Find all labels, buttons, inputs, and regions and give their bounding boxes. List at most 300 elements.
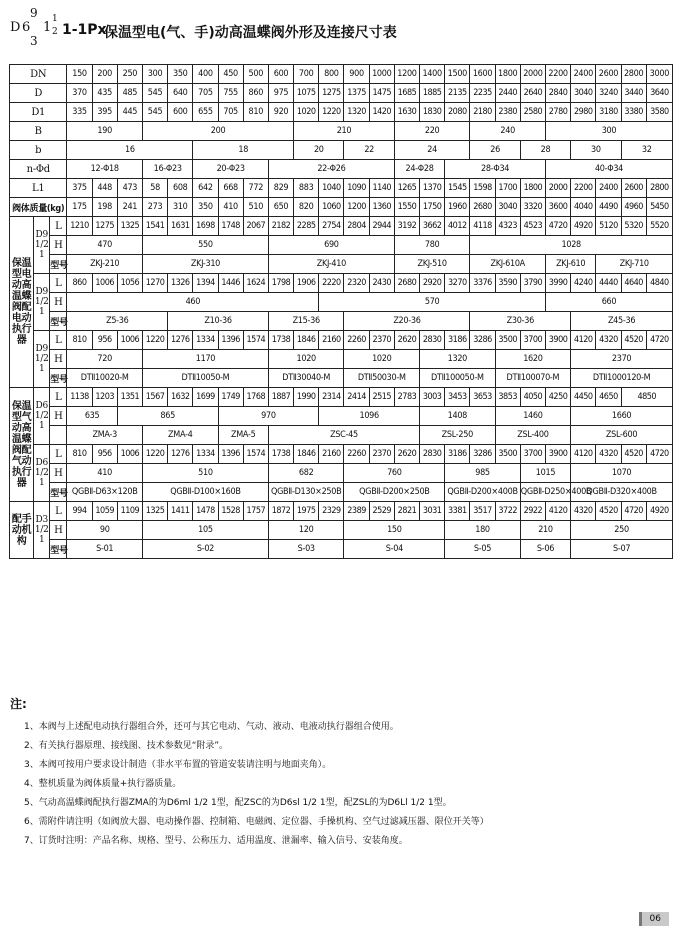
l-cell: 1887: [268, 388, 293, 407]
h-cell: 410: [67, 464, 143, 483]
d1-cell: 1830: [420, 103, 445, 122]
d-cell: 485: [117, 84, 142, 103]
l-cell: 2830: [420, 445, 445, 464]
l-cell: 2329: [319, 502, 344, 521]
b-lower-row: [10, 141, 673, 160]
h-cell: 570: [319, 293, 546, 312]
l-cell: 1846: [294, 331, 319, 350]
l-cell: 2414: [344, 388, 369, 407]
l-cell: 1270: [142, 274, 167, 293]
page-title: 保温型电(气、手)动高温蝶阀外形及连接尺寸表: [104, 25, 397, 41]
h-cell: 970: [218, 407, 319, 426]
l-cell: 4240: [571, 274, 596, 293]
b-lower-cell: 28: [520, 141, 570, 160]
l1-cell: 1598: [470, 179, 495, 198]
l-cell: 4520: [596, 502, 621, 521]
model-cell: DTⅡ30040-M: [268, 369, 344, 388]
l1-cell: 1370: [420, 179, 445, 198]
model-cell: S-07: [571, 540, 673, 559]
h-cell: 1070: [571, 464, 673, 483]
l-cell: 4520: [621, 331, 646, 350]
l-cell: 2620: [394, 331, 419, 350]
model-label: 型号: [50, 540, 67, 559]
l-cell: 1699: [193, 388, 218, 407]
b-upper-cell: 210: [294, 122, 395, 141]
l-cell: 3270: [445, 274, 470, 293]
d-cell: 3240: [596, 84, 621, 103]
dn-cell: 1400: [420, 65, 445, 84]
d-cell: 1885: [420, 84, 445, 103]
d1-cell: 2380: [495, 103, 520, 122]
l-cell: 3700: [520, 331, 545, 350]
spec-table: [9, 64, 673, 559]
l1-cell: 829: [268, 179, 293, 198]
l1-cell: 642: [193, 179, 218, 198]
l-cell: 1872: [268, 502, 293, 521]
l-label: L: [50, 331, 67, 350]
dn-cell: 1200: [394, 65, 419, 84]
l-cell: 3517: [470, 502, 495, 521]
h-cell: 682: [268, 464, 344, 483]
l-cell: 1276: [168, 445, 193, 464]
mass-cell: 4960: [621, 198, 646, 217]
model-cell: ZKJ-710: [596, 255, 673, 274]
l-cell: 1567: [142, 388, 167, 407]
d-cell: 435: [92, 84, 117, 103]
h-cell: 105: [142, 521, 268, 540]
l-cell: 3853: [495, 388, 520, 407]
notes-list: [10, 718, 670, 851]
d1-cell: 3580: [646, 103, 672, 122]
b-lower-cell: 26: [470, 141, 520, 160]
mass-cell: 350: [193, 198, 218, 217]
dn-cell: 450: [218, 65, 243, 84]
model-cell: ZKJ-410: [268, 255, 394, 274]
dn-cell: 2400: [571, 65, 596, 84]
dn-cell: 300: [142, 65, 167, 84]
manual-d3-sublabel: D3 1/2 1: [34, 502, 50, 559]
note-item: 3、本阀可按用户要求设计制造（非水平布置的管道安装请注明与地面夹角）。: [24, 760, 332, 770]
d-cell: 2440: [495, 84, 520, 103]
d1-cell: 3180: [596, 103, 621, 122]
l-cell: 1006: [117, 445, 142, 464]
h-cell: 1028: [470, 236, 673, 255]
model-cell: ZMA-5: [218, 426, 268, 445]
h-cell: 1096: [319, 407, 420, 426]
l-cell: 1632: [168, 388, 193, 407]
title-block: [10, 6, 670, 48]
l-cell: 1138: [67, 388, 92, 407]
dn-cell: 1000: [369, 65, 394, 84]
l-cell: 1541: [142, 217, 167, 236]
l1-cell: 1700: [495, 179, 520, 198]
d1-cell: 1320: [344, 103, 369, 122]
l-cell: 1798: [268, 274, 293, 293]
l-cell: 4440: [596, 274, 621, 293]
d1-row: [10, 103, 673, 122]
d1-cell: 1220: [319, 103, 344, 122]
b-lower-cell: 20: [294, 141, 344, 160]
pneumatic-d6b-h-row: [10, 464, 673, 483]
dn-cell: 2800: [621, 65, 646, 84]
model-cell: QGBⅡ-D320×400B: [571, 483, 673, 502]
l-cell: 3722: [495, 502, 520, 521]
b-upper-cell: 200: [142, 122, 293, 141]
l-cell: 4720: [545, 217, 570, 236]
l-label: L: [50, 217, 67, 236]
holes-cell: 24-Φ28: [394, 160, 444, 179]
b-upper-cell: 190: [67, 122, 143, 141]
l-cell: 3186: [445, 445, 470, 464]
model-cell: S-06: [520, 540, 570, 559]
model-cell: QGBⅡ-D130×250B: [268, 483, 344, 502]
d-cell: 1685: [394, 84, 419, 103]
note-item: 7、订货时注明：产品名称、规格、型号、公称压力、适用温度、泄漏率、输入信号、安装角度。: [24, 836, 408, 846]
l-cell: 3192: [394, 217, 419, 236]
note-item: 1、本阀与上述配电动执行器组合外，还可与其它电动、气动、液动、电液动执行器组合使用。: [24, 722, 399, 732]
mass-cell: 1550: [394, 198, 419, 217]
dn-cell: 250: [117, 65, 142, 84]
l-cell: 2515: [369, 388, 394, 407]
mass-cell: 3040: [495, 198, 520, 217]
l-cell: 4520: [621, 445, 646, 464]
l-cell: 956: [92, 331, 117, 350]
l-cell: 810: [67, 331, 92, 350]
l-cell: 1624: [243, 274, 268, 293]
l-cell: 4920: [646, 502, 672, 521]
l-cell: 2944: [369, 217, 394, 236]
d1-cell: 545: [142, 103, 167, 122]
l-cell: 2182: [268, 217, 293, 236]
l-cell: 1059: [92, 502, 117, 521]
h-cell: 250: [571, 521, 673, 540]
mass-cell: 310: [168, 198, 193, 217]
l-cell: 1006: [117, 331, 142, 350]
l-cell: 4720: [646, 445, 672, 464]
model-label: 型号: [50, 483, 67, 502]
notes-title: 注:: [10, 697, 27, 711]
dn-cell: 2200: [545, 65, 570, 84]
l-cell: 3900: [545, 331, 570, 350]
l-cell: 4320: [571, 502, 596, 521]
h-cell: 1170: [142, 350, 268, 369]
l1-cell: 448: [92, 179, 117, 198]
d-cell: 545: [142, 84, 167, 103]
mass-cell: 198: [92, 198, 117, 217]
l-cell: 3900: [545, 445, 570, 464]
l-cell: 1738: [268, 445, 293, 464]
d-cell: 755: [218, 84, 243, 103]
h-cell: 1015: [520, 464, 570, 483]
electric-d9b-h-row: [10, 293, 673, 312]
l1-cell: 883: [294, 179, 319, 198]
electric-d9b-l-row: [10, 274, 673, 293]
mass-cell: 1960: [445, 198, 470, 217]
l-cell: 1574: [243, 445, 268, 464]
b-lower-cell: 24: [394, 141, 470, 160]
mass-cell: 410: [218, 198, 243, 217]
mass-cell: 1200: [344, 198, 369, 217]
l-cell: 1220: [142, 331, 167, 350]
dn-cell: 600: [268, 65, 293, 84]
h-cell: 180: [445, 521, 521, 540]
l-cell: 1846: [294, 445, 319, 464]
l-cell: 1757: [243, 502, 268, 521]
h-cell: 780: [394, 236, 470, 255]
l-cell: 3500: [495, 331, 520, 350]
model-cell: DTⅡ100050-M: [420, 369, 496, 388]
holes-label: n-Φd: [10, 160, 67, 179]
mass-cell: 3600: [545, 198, 570, 217]
l1-cell: 2600: [621, 179, 646, 198]
l-cell: 4320: [596, 445, 621, 464]
model-cell: Z45-36: [571, 312, 673, 331]
dn-cell: 1600: [470, 65, 495, 84]
l-cell: 4012: [445, 217, 470, 236]
model-cell: QGBⅡ-D200×400B: [445, 483, 521, 502]
d-cell: 3440: [621, 84, 646, 103]
manual-d3-l-row: [10, 502, 673, 521]
h-cell: 2370: [571, 350, 673, 369]
manual-d3-h-row: [10, 521, 673, 540]
electric-d9c-h-row: [10, 350, 673, 369]
d-cell: 370: [67, 84, 92, 103]
code-half-top: 1: [52, 14, 58, 24]
l-cell: 2922: [520, 502, 545, 521]
l-label: L: [50, 274, 67, 293]
l1-label: L1: [10, 179, 67, 198]
model-cell: QGBⅡ-D100×160B: [142, 483, 268, 502]
l-cell: 2370: [369, 445, 394, 464]
l-cell: 3381: [445, 502, 470, 521]
manual-d3-model-row: [10, 540, 673, 559]
code-1: 1: [43, 20, 52, 35]
h-cell: 210: [520, 521, 570, 540]
dn-label: DN: [10, 65, 67, 84]
l-cell: 1325: [117, 217, 142, 236]
h-cell: 720: [67, 350, 143, 369]
l-cell: 3003: [420, 388, 445, 407]
pneumatic-d6-model-row: [10, 426, 673, 445]
model-label: 型号: [50, 312, 67, 331]
mass-cell: 820: [294, 198, 319, 217]
b-upper-cell: 240: [470, 122, 546, 141]
l-cell: 1334: [193, 331, 218, 350]
l1-row: [10, 179, 673, 198]
mass-cell: 3320: [520, 198, 545, 217]
d-cell: 3040: [571, 84, 596, 103]
d-label: D: [10, 84, 67, 103]
model-cell: Z30-36: [470, 312, 571, 331]
dn-cell: 150: [67, 65, 92, 84]
model-cell: S-03: [268, 540, 344, 559]
l1-cell: 608: [168, 179, 193, 198]
notes-section: [10, 695, 670, 851]
l1-cell: 2400: [596, 179, 621, 198]
b-lower-cell: 22: [344, 141, 394, 160]
l-cell: 3286: [470, 331, 495, 350]
dn-cell: 1500: [445, 65, 470, 84]
l-cell: 1698: [193, 217, 218, 236]
l1-cell: 668: [218, 179, 243, 198]
l-cell: 2804: [344, 217, 369, 236]
l-cell: 2285: [294, 217, 319, 236]
l-cell: 1220: [142, 445, 167, 464]
l1-cell: 1140: [369, 179, 394, 198]
l1-cell: 1040: [319, 179, 344, 198]
l-cell: 4050: [520, 388, 545, 407]
d-cell: 3640: [646, 84, 672, 103]
l-cell: 4720: [621, 502, 646, 521]
dn-cell: 500: [243, 65, 268, 84]
mass-cell: 273: [142, 198, 167, 217]
l-cell: 1275: [92, 217, 117, 236]
mass-cell: 510: [243, 198, 268, 217]
electric-d9-sublabel: D9 1/2 1: [34, 217, 50, 274]
d1-cell: 3380: [621, 103, 646, 122]
code-d: D: [10, 20, 21, 35]
model-cell: QGBⅡ-D200×250B: [344, 483, 445, 502]
l-cell: 1109: [117, 502, 142, 521]
model-cell: ZSC-45: [268, 426, 419, 445]
h-cell: 1660: [571, 407, 673, 426]
d1-cell: 335: [67, 103, 92, 122]
d1-cell: 2780: [545, 103, 570, 122]
mass-row: [10, 198, 673, 217]
l-cell: 4120: [571, 331, 596, 350]
holes-cell: 22-Φ26: [268, 160, 394, 179]
dn-cell: 1800: [495, 65, 520, 84]
l-cell: 4920: [571, 217, 596, 236]
l-cell: 1478: [193, 502, 218, 521]
b-upper-row: [10, 122, 673, 141]
d1-cell: 2180: [470, 103, 495, 122]
h-cell: 635: [67, 407, 117, 426]
h-label: H: [50, 236, 67, 255]
l-cell: 5520: [646, 217, 672, 236]
l-cell: 5120: [596, 217, 621, 236]
l1-cell: 1265: [394, 179, 419, 198]
mass-cell: 2680: [470, 198, 495, 217]
h-cell: 1620: [495, 350, 571, 369]
mass-cell: 1360: [369, 198, 394, 217]
h-cell: 90: [67, 521, 143, 540]
h-label: H: [50, 464, 67, 483]
model-cell: ZKJ-310: [142, 255, 268, 274]
h-label: H: [50, 521, 67, 540]
l-label: L: [50, 388, 67, 407]
l-cell: 2220: [319, 274, 344, 293]
l-cell: 1631: [168, 217, 193, 236]
d-cell: 2235: [470, 84, 495, 103]
mass-cell: 1060: [319, 198, 344, 217]
l-cell: 956: [92, 445, 117, 464]
l1-cell: 1800: [520, 179, 545, 198]
l-cell: 3453: [445, 388, 470, 407]
electric-group-label: 保温型电动高温蝶阀配电动执行器: [10, 217, 34, 388]
l-cell: 2389: [344, 502, 369, 521]
b-lower-cell: 32: [621, 141, 672, 160]
model-cell: S-05: [445, 540, 521, 559]
model-label: [50, 426, 67, 445]
dn-cell: 2000: [520, 65, 545, 84]
l-cell: 2821: [394, 502, 419, 521]
mass-cell: 175: [67, 198, 92, 217]
d1-cell: 2980: [571, 103, 596, 122]
l-cell: 3031: [420, 502, 445, 521]
l-cell: 1334: [193, 445, 218, 464]
l1-cell: 772: [243, 179, 268, 198]
h-label: H: [50, 407, 67, 426]
l1-cell: 473: [117, 179, 142, 198]
model-cell: ZSL-400: [495, 426, 571, 445]
note-item: 2、有关执行器原理、接线图、技术参数见“附录”。: [24, 741, 229, 751]
model-cell: DTⅡ10050-M: [142, 369, 268, 388]
model-cell: ZSL-250: [420, 426, 496, 445]
l1-cell: 58: [142, 179, 167, 198]
d-cell: 860: [243, 84, 268, 103]
dn-cell: 2600: [596, 65, 621, 84]
l-cell: 1975: [294, 502, 319, 521]
note-item: 6、需附件请注明（如阀放大器、电动操作器、控制箱、电磁阀、定位器、手操机构、空气过滤减压器、限位开关等）: [24, 817, 489, 827]
l1-cell: 1090: [344, 179, 369, 198]
d1-cell: 2080: [445, 103, 470, 122]
h-cell: 660: [545, 293, 672, 312]
model-label: 型号: [50, 255, 67, 274]
h-cell: 120: [268, 521, 344, 540]
model-cell: Z20-36: [344, 312, 470, 331]
h-cell: 865: [117, 407, 218, 426]
l-cell: 1056: [117, 274, 142, 293]
l-cell: 2830: [420, 331, 445, 350]
d1-label: D1: [10, 103, 67, 122]
l-cell: 2370: [369, 331, 394, 350]
l-cell: 3662: [420, 217, 445, 236]
mass-cell: 5450: [646, 198, 672, 217]
model-cell: QGBⅡ-D250×400B: [520, 483, 570, 502]
l-cell: 2620: [394, 445, 419, 464]
h-cell: 510: [142, 464, 268, 483]
l-cell: 1411: [168, 502, 193, 521]
l-cell: 3186: [445, 331, 470, 350]
l-cell: 1351: [117, 388, 142, 407]
l-cell: 3790: [520, 274, 545, 293]
l-cell: 3500: [495, 445, 520, 464]
model-cell: QGBⅡ-D63×120B: [67, 483, 143, 502]
model-cell: DTⅡ100070-M: [495, 369, 571, 388]
l-cell: 2160: [319, 331, 344, 350]
pneumatic-d6-h-row: [10, 407, 673, 426]
d-cell: 1275: [319, 84, 344, 103]
l-cell: 3286: [470, 445, 495, 464]
model-label: 型号: [50, 369, 67, 388]
d-cell: 2135: [445, 84, 470, 103]
d1-cell: 395: [92, 103, 117, 122]
l-cell: 3590: [495, 274, 520, 293]
code-9: 9: [30, 6, 38, 20]
l-cell: 4650: [596, 388, 621, 407]
l-cell: 1768: [243, 388, 268, 407]
d1-cell: 445: [117, 103, 142, 122]
h-label: H: [50, 293, 67, 312]
pneumatic-d6-sublabel: D6 1/2 1: [34, 388, 50, 445]
page-number: 06: [639, 912, 669, 926]
model-cell: S-02: [142, 540, 268, 559]
l-cell: 1446: [218, 274, 243, 293]
d1-cell: 655: [193, 103, 218, 122]
code-half-bottom: 2: [52, 27, 58, 37]
l-cell: 1006: [92, 274, 117, 293]
